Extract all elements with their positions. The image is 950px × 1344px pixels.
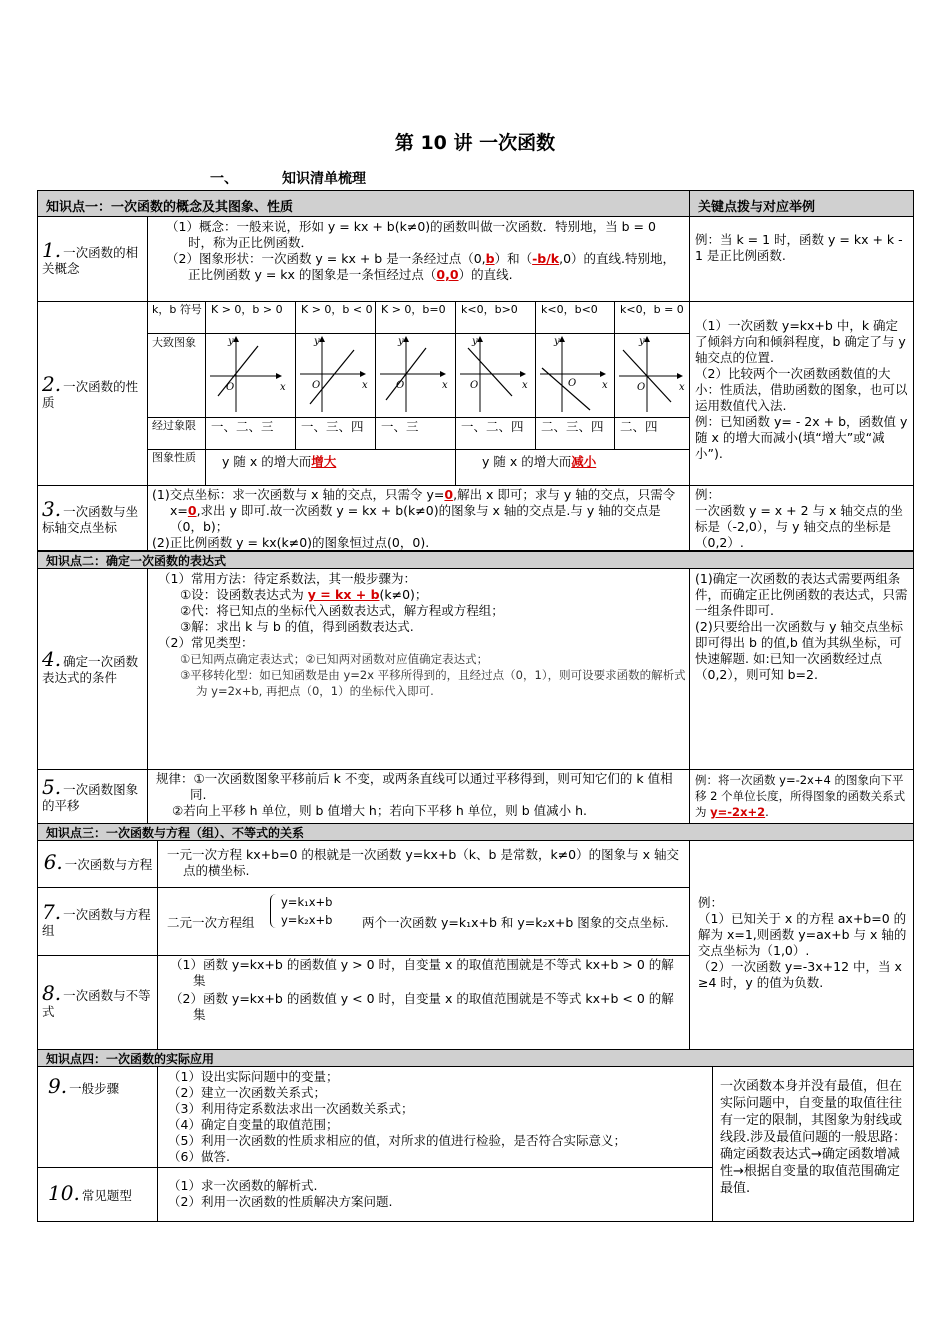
- section-heading: [210, 168, 410, 188]
- svg-text:O: O: [396, 380, 405, 391]
- case-quadrant-1: 一、二、三: [211, 419, 274, 434]
- row9-steps: （1）设出实际问题中的变量； （2）建立一次函数关系式； （3）利用待定系数法求出一次函数关系式； （4）确定自变量的取值范围； （5）利用一次函数的性质求相应的值，对所求的值进行检验，是否符合实际意义； （6）做答.: [168, 1069, 626, 1164]
- svg-text:y: y: [398, 336, 404, 347]
- row7-prefix: 二元一次方程组: [167, 915, 255, 930]
- row2-note: （1）一次函数 y=kx+b 中，k 确定了倾斜方向和倾斜程度，b 确定了与 y 轴交点的位置. （2）比较两个一次函数函数值的大小：性质法，借助函数的图象，也可以运用数值代入法. 例：已知函数 y= - 2x + b，函数值 y 随 x 的增大而减小(填“增大”或“减小”).: [695, 318, 908, 461]
- svg-text:y: y: [554, 336, 560, 347]
- row2-header-graph: 大致图象: [152, 336, 196, 349]
- row6-content: 一元一次方程 kx+b=0 的根就是一次函数 y=kx+b（k、b 是常数，k≠0）的图象与 x 轴交点的横坐标.: [167, 847, 679, 878]
- row8-label: 8. 一次函数与不等式: [42, 981, 151, 1019]
- row7-equation-system: y=k₁x+b y=k₂x+b: [270, 894, 350, 928]
- svg-text:x: x: [442, 380, 448, 391]
- row10-label: 10. 常见题型: [48, 1181, 132, 1205]
- row2-header-property: 图象性质: [152, 451, 196, 464]
- row3-label: 3. 一次函数与坐标轴交点坐标: [42, 496, 139, 535]
- property-decrease: y 随 x 的增大而减小: [482, 454, 597, 469]
- section-4-header: 知识点四：一次函数的实际应用: [37, 1049, 914, 1067]
- row1-label: 1. 一次函数的相关概念: [42, 237, 139, 276]
- row2-header-quadrant: 经过象限: [152, 419, 196, 432]
- svg-text:y: y: [314, 336, 320, 347]
- row10-types: （1）求一次函数的解析式. （2）利用一次函数的性质解决方案问题.: [168, 1178, 393, 1209]
- case-sign-4: k<0，b>0: [461, 303, 518, 316]
- row7-label: 7. 一次函数与方程组: [42, 899, 151, 938]
- row1-example: 例：当 k = 1 时，函数 y = kx + k - 1 是正比例函数.: [695, 232, 903, 263]
- row5-example: 例：将一次函数 y=-2x+4 的图象向下平移 2 个单位长度，所得图象的函数关系式为 y=-2x+2.: [695, 773, 906, 819]
- case-sign-2: K > 0，b < 0: [301, 303, 373, 316]
- case-quadrant-2: 一、三、四: [301, 419, 364, 434]
- row5-content: 规律：①一次函数图象平移前后 k 不变，或两条直线可以通过平移得到，则可知它们的 k 值相同. ②若向上平移 h 单位，则 b 值增大 h；若向下平移 h 单位，则 b 值减小 h.: [156, 771, 673, 818]
- header-left: 知识点一：一次函数的概念及其图象、性质: [37, 190, 690, 217]
- section-number: 一、: [210, 171, 238, 187]
- row2-header-sign: k，b 符号: [152, 303, 202, 316]
- row8-content: （1）函数 y=kx+b 的函数值 y > 0 时，自变量 x 的取值范围就是不等式 kx+b > 0 的解集 （2）函数 y=kx+b 的函数值 y < 0 时，自变量 x 的取值范围就是不等式 kx+b < 0 的解集: [170, 957, 674, 1022]
- case-sign-1: K > 0，b > 0: [211, 303, 283, 316]
- graph-case-5: [536, 334, 614, 416]
- case-quadrant-4: 一、二、四: [461, 419, 524, 434]
- case-sign-6: k<0，b = 0: [620, 303, 684, 316]
- svg-text:x: x: [602, 380, 608, 391]
- row4-content: （1）常用方法：待定系数法，其一般步骤为： ①设：设函数表达式为 y = kx + b(k≠0)； ②代：将已知点的坐标代入函数表达式，解方程或方程组； ③解：求出 k 与 b 的值，得到函数表达式. （2）常见类型： ①已知两点确定表达式；②已知两对函数对应值确定表达式； ③平移转化型：如已知函数是由 y=2x 平移所得到的，且经过点（0，1），则可设要求函数的解析式为 y=2x+b, 再把点（0，1）的坐标代入即可.: [158, 571, 686, 698]
- row3-example: 例： 一次函数 y = x + 2 与 x 轴交点的坐标是（-2,0），与 y 轴交点的坐标是（0,2）.: [695, 487, 903, 550]
- svg-text:x: x: [362, 380, 368, 391]
- section-text: 知识清单梳理: [282, 171, 366, 187]
- case-quadrant-6: 二、四: [620, 419, 658, 434]
- row4-note: (1)确定一次函数的表达式需要两组条件，而确定正比例函数的表达式，只需一组条件即可. (2)只要给出一次函数与 y 轴交点坐标即可得出 b 的值,b 值为其纵坐标，可快速解题. 如:已知一次函数经过点（0,2），则可知 b=2.: [695, 571, 908, 682]
- row1-concept: （1）概念：一般来说，形如 y = kx + b(k≠0)的函数叫做一次函数．特别地，当 b = 0 时，称为正比例函数．: [166, 219, 656, 250]
- svg-text:x: x: [280, 382, 286, 393]
- row5-label: 5. 一次函数图象的平移: [42, 775, 139, 813]
- row4-label: 4. 确定一次函数表达式的条件: [42, 647, 139, 685]
- svg-text:O: O: [637, 382, 646, 393]
- section-3-header: 知识点三：一次函数与方程（组）、不等式的关系: [37, 823, 914, 841]
- row3-content: (1)交点坐标：求一次函数与 x 轴的交点，只需令 y=0,解出 x 即可；求与 y 轴的交点，只需令 x=0,求出 y 即可.故一次函数 y = kx + b(k≠0)的图象与 x 轴的交点是.与 y 轴的交点是（0，b)； (2)正比例函数 y = kx(k≠0)的图象恒过点(0，0).: [152, 487, 676, 550]
- document-title: 第 10 讲 一次函数: [394, 132, 556, 154]
- row678-example: 例： （1）已知关于 x 的方程 ax+b=0 的解为 x=1,则函数 y=ax+b 与 x 轴的交点坐标为（1,0）. （2）一次函数 y=-3x+12 中，当 x ≥4 时，y 的值为负数.: [698, 895, 907, 990]
- row2-label: 2. 一次函数的性质: [42, 371, 139, 410]
- case-quadrant-3: 一、三: [381, 419, 419, 434]
- row1-shape: （2）图象形状：一次函数 y = kx + b 是一条经过点（0,b）和（-b/k,0）的直线.特别地，正比例函数 y = kx 的图象是一条恒经过点（0,0）的直线.: [166, 251, 676, 282]
- property-increase: y 随 x 的增大而增大: [222, 454, 337, 469]
- row9-label: 9. 一般步骤: [48, 1073, 120, 1098]
- row6-label: 6. 一次函数与方程: [43, 850, 153, 874]
- case-sign-3: K > 0，b=0: [381, 303, 446, 316]
- svg-text:y: y: [639, 336, 645, 347]
- section-2-header: 知识点二：确定一次函数的表达式: [37, 551, 914, 569]
- case-sign-5: k<0，b<0: [541, 303, 598, 316]
- graph-case-4: [456, 334, 534, 416]
- svg-text:O: O: [470, 380, 479, 391]
- graph-case-3: [376, 334, 454, 416]
- graph-case-6: [615, 334, 688, 416]
- row7-content: 两个一次函数 y=k₁x+b 和 y=k₂x+b 图象的交点坐标.: [362, 915, 669, 930]
- case-quadrant-5: 二、三、四: [541, 419, 604, 434]
- header-right: 关键点拨与对应举例: [689, 190, 914, 217]
- svg-text:O: O: [568, 378, 577, 389]
- row910-note: 一次函数本身并没有最值，但在实际问题中，自变量的取值往往有一定的限制，其图象为射线或线段.涉及最值问题的一般思路：确定函数表达式→确定函数增减性→根据自变量的取值范围确定最值.: [720, 1079, 907, 1196]
- svg-text:O: O: [312, 380, 321, 391]
- svg-text:x: x: [679, 382, 685, 393]
- svg-text:O: O: [226, 382, 235, 393]
- svg-text:y: y: [228, 336, 234, 347]
- svg-text:x: x: [522, 380, 528, 391]
- svg-text:y: y: [472, 336, 478, 347]
- graph-case-2: [296, 334, 374, 416]
- row1-content: [152, 219, 684, 283]
- graph-case-1: [206, 334, 294, 416]
